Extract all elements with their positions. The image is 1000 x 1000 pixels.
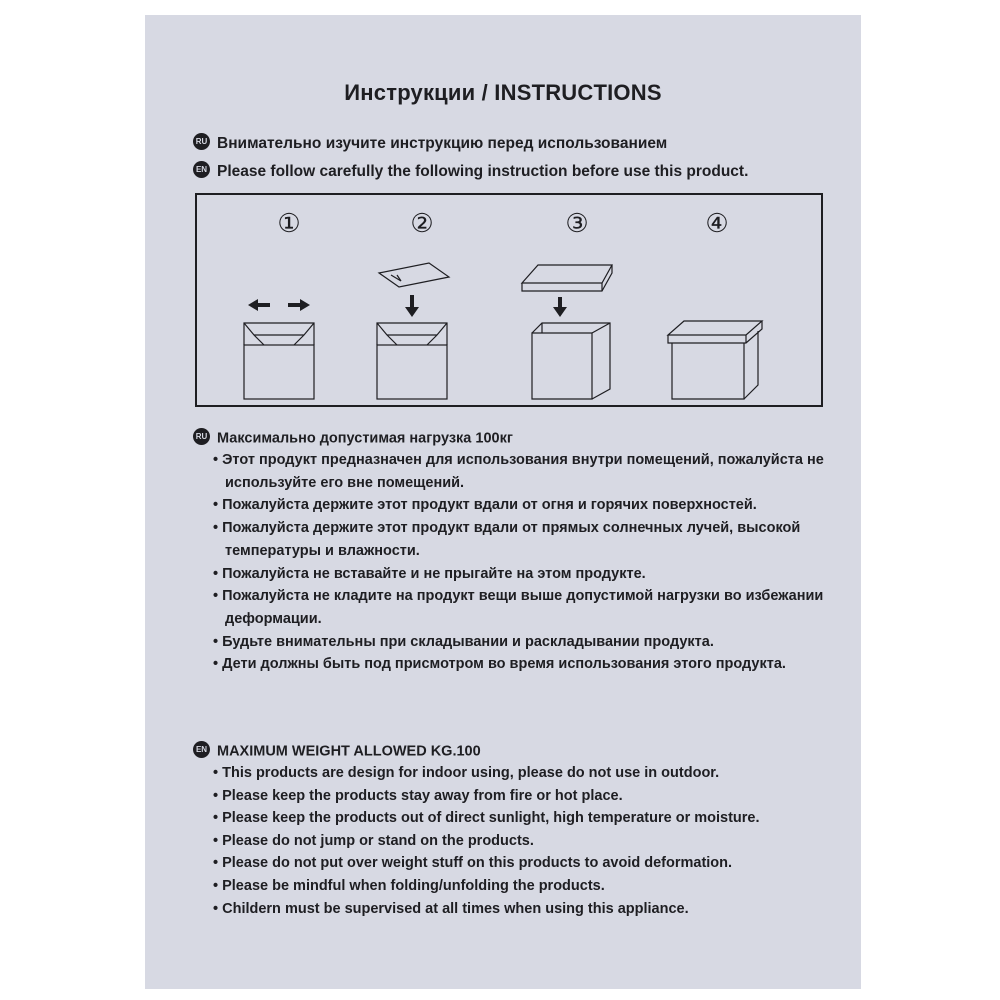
place-lid-icon (512, 195, 672, 405)
list-item: • Дети должны быть под присмотром во время использования этого продукта. (213, 653, 833, 676)
intro-ru (193, 135, 667, 153)
step-1-number: ① (277, 208, 301, 238)
ru-badge-icon: RU (193, 133, 210, 150)
box-open-flaps-icon (224, 195, 354, 405)
en-heading-text: MAXIMUM WEIGHT ALLOWED KG.100 (217, 743, 481, 760)
list-item: • Пожалуйста не кладите на продукт вещи выше допустимой нагрузки во избежании деформации. (213, 585, 833, 630)
step-2-number: ② (410, 208, 434, 238)
list-item: • Пожалуйста держите этот продукт вдали от прямых солнечных лучей, высокой температуры и влажности. (213, 517, 833, 562)
step-4-number: ④ (705, 208, 729, 238)
list-item: • Please be mindful when folding/unfolding the products. (213, 875, 833, 898)
en-heading (193, 743, 833, 760)
list-item: • Будьте внимательны при складывании и раскладывании продукта. (213, 631, 833, 654)
list-item: • Пожалуйста не вставайте и не прыгайте на этом продукте. (213, 563, 833, 586)
list-item: • Please keep the products stay away from fire or hot place. (213, 785, 833, 808)
ru-heading (193, 430, 833, 447)
intro-en-text: Please follow carefully the following instruction before use this product. (217, 163, 749, 180)
step-3 (512, 195, 642, 405)
assembly-diagram (195, 193, 823, 407)
step-2 (357, 195, 487, 405)
intro-en (193, 163, 748, 181)
en-badge-icon: EN (193, 161, 210, 178)
list-item: • Пожалуйста держите этот продукт вдали от огня и горячих поверхностей. (213, 494, 833, 517)
page-title: Инструкции / INSTRUCTIONS (344, 80, 662, 105)
insert-board-icon (357, 195, 487, 405)
step-4 (652, 195, 782, 405)
intro-ru-text: Внимательно изучите инструкцию перед использованием (217, 135, 668, 152)
en-section-badge-icon: EN (193, 741, 210, 758)
ru-heading-text: Максимально допустимая нагрузка 100кг (217, 430, 513, 447)
instruction-sheet (145, 15, 861, 989)
ru-section (193, 430, 833, 676)
step-3-number: ③ (565, 208, 589, 238)
step-1 (224, 195, 354, 405)
list-item: • Childern must be supervised at all times when using this appliance. (213, 898, 833, 921)
closed-box-icon (652, 195, 812, 405)
list-item: • Please keep the products out of direct sunlight, high temperature or moisture. (213, 807, 833, 830)
ru-section-badge-icon: RU (193, 428, 210, 445)
en-section (193, 743, 833, 920)
list-item: • Этот продукт предназначен для использования внутри помещений, пожалуйста не используйте его вне помещений. (213, 449, 833, 494)
list-item: • This products are design for indoor using, please do not use in outdoor. (213, 762, 833, 785)
list-item: • Please do not put over weight stuff on this products to avoid deformation. (213, 852, 833, 875)
list-item: • Please do not jump or stand on the products. (213, 830, 833, 853)
en-bullet-list (193, 762, 833, 920)
ru-bullet-list (193, 449, 833, 676)
